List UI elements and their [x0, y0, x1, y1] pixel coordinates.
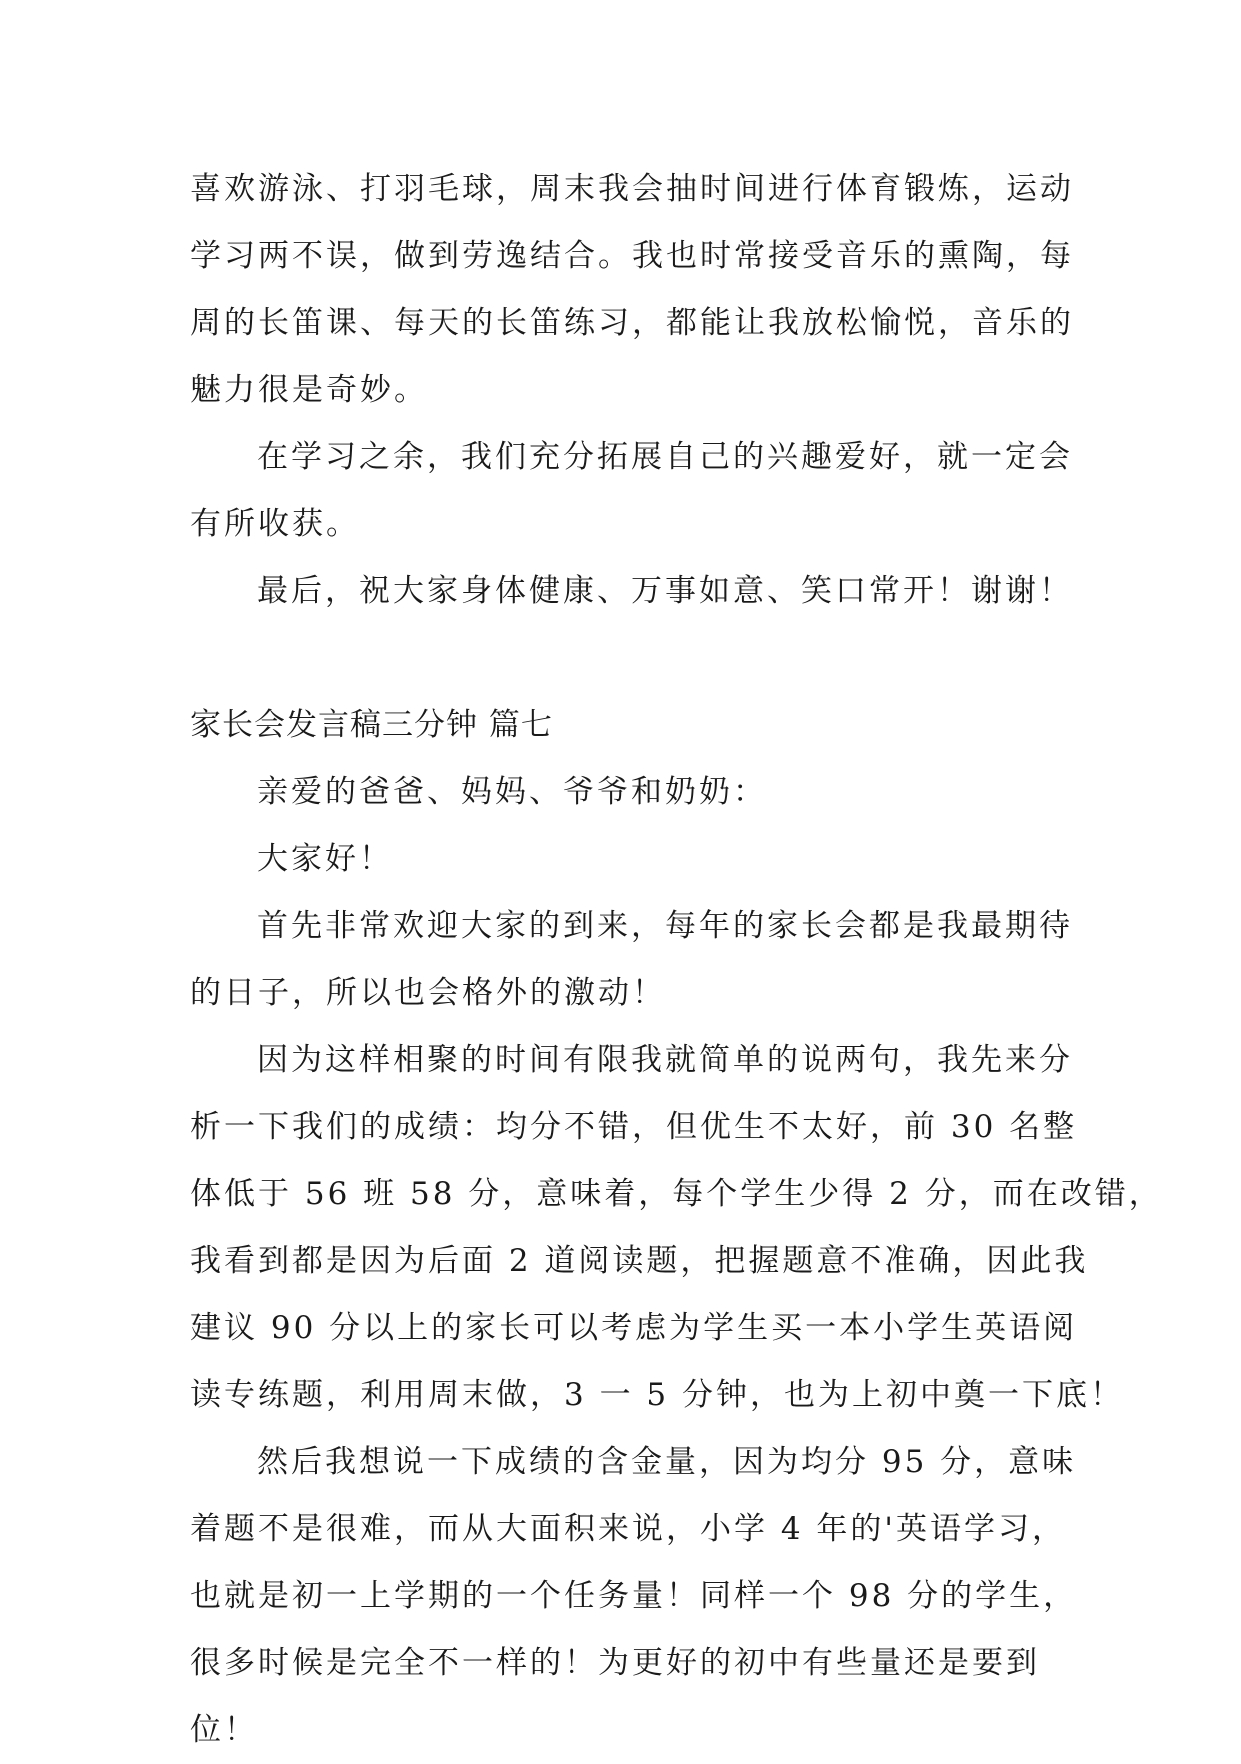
closing-line: 最后，祝大家身体健康、万事如意、笑口常开！谢谢！ [257, 573, 1073, 609]
greeting-line: 大家好！ [257, 841, 393, 877]
section-gap [190, 625, 1070, 692]
section-heading: 家长会发言稿三分钟 篇七 [190, 707, 553, 743]
paragraph-line: 魅力很是奇妙。 [190, 372, 428, 408]
paragraph-line: 因为这样相聚的时间有限我就简单的说两句，我先来分 [257, 1042, 1073, 1078]
paragraph-line: 也就是初一上学期的一个任务量！同样一个 98 分的学生， [190, 1578, 1078, 1614]
paragraph-line: 着题不是很难，而从大面积来说，小学 4 年的'英语学习， [190, 1511, 1066, 1547]
paragraph-line: 学习两不误，做到劳逸结合。我也时常接受音乐的熏陶，每 [190, 238, 1074, 274]
paragraph-line: 位！ [190, 1712, 258, 1748]
paragraph-line: 然后我想说一下成绩的含金量，因为均分 95 分，意味 [257, 1444, 1077, 1480]
paragraph-line: 在学习之余，我们充分拓展自己的兴趣爱好，就一定会 [257, 439, 1073, 475]
salutation-line: 亲爱的爸爸、妈妈、爷爷和奶奶： [257, 774, 767, 810]
paragraph-line: 读专练题，利用周末做，3 一 5 分钟，也为上初中奠一下底！ [190, 1377, 1125, 1413]
paragraph-line: 很多时候是完全不一样的！为更好的初中有些量还是要到 [190, 1645, 1040, 1681]
paragraph-line: 析一下我们的成绩：均分不错，但优生不太好，前 30 名整 [190, 1109, 1078, 1145]
paragraph-line: 的日子，所以也会格外的激动！ [190, 975, 666, 1011]
paragraph-line: 体低于 56 班 58 分，意味着，每个学生少得 2 分，而在改错， [190, 1176, 1163, 1212]
paragraph-line: 我看到都是因为后面 2 道阅读题，把握题意不准确，因此我 [190, 1243, 1089, 1279]
paragraph-line: 建议 90 分以上的家长可以考虑为学生买一本小学生英语阅 [190, 1310, 1078, 1346]
paragraph-line: 有所收获。 [190, 506, 360, 542]
paragraph-line: 周的长笛课、每天的长笛练习，都能让我放松愉悦，音乐的 [190, 305, 1074, 341]
document-body [190, 156, 1163, 1764]
paragraph-line: 喜欢游泳、打羽毛球，周末我会抽时间进行体育锻炼，运动 [190, 171, 1074, 207]
paragraph-line: 首先非常欢迎大家的到来，每年的家长会都是我最期待 [257, 908, 1073, 944]
